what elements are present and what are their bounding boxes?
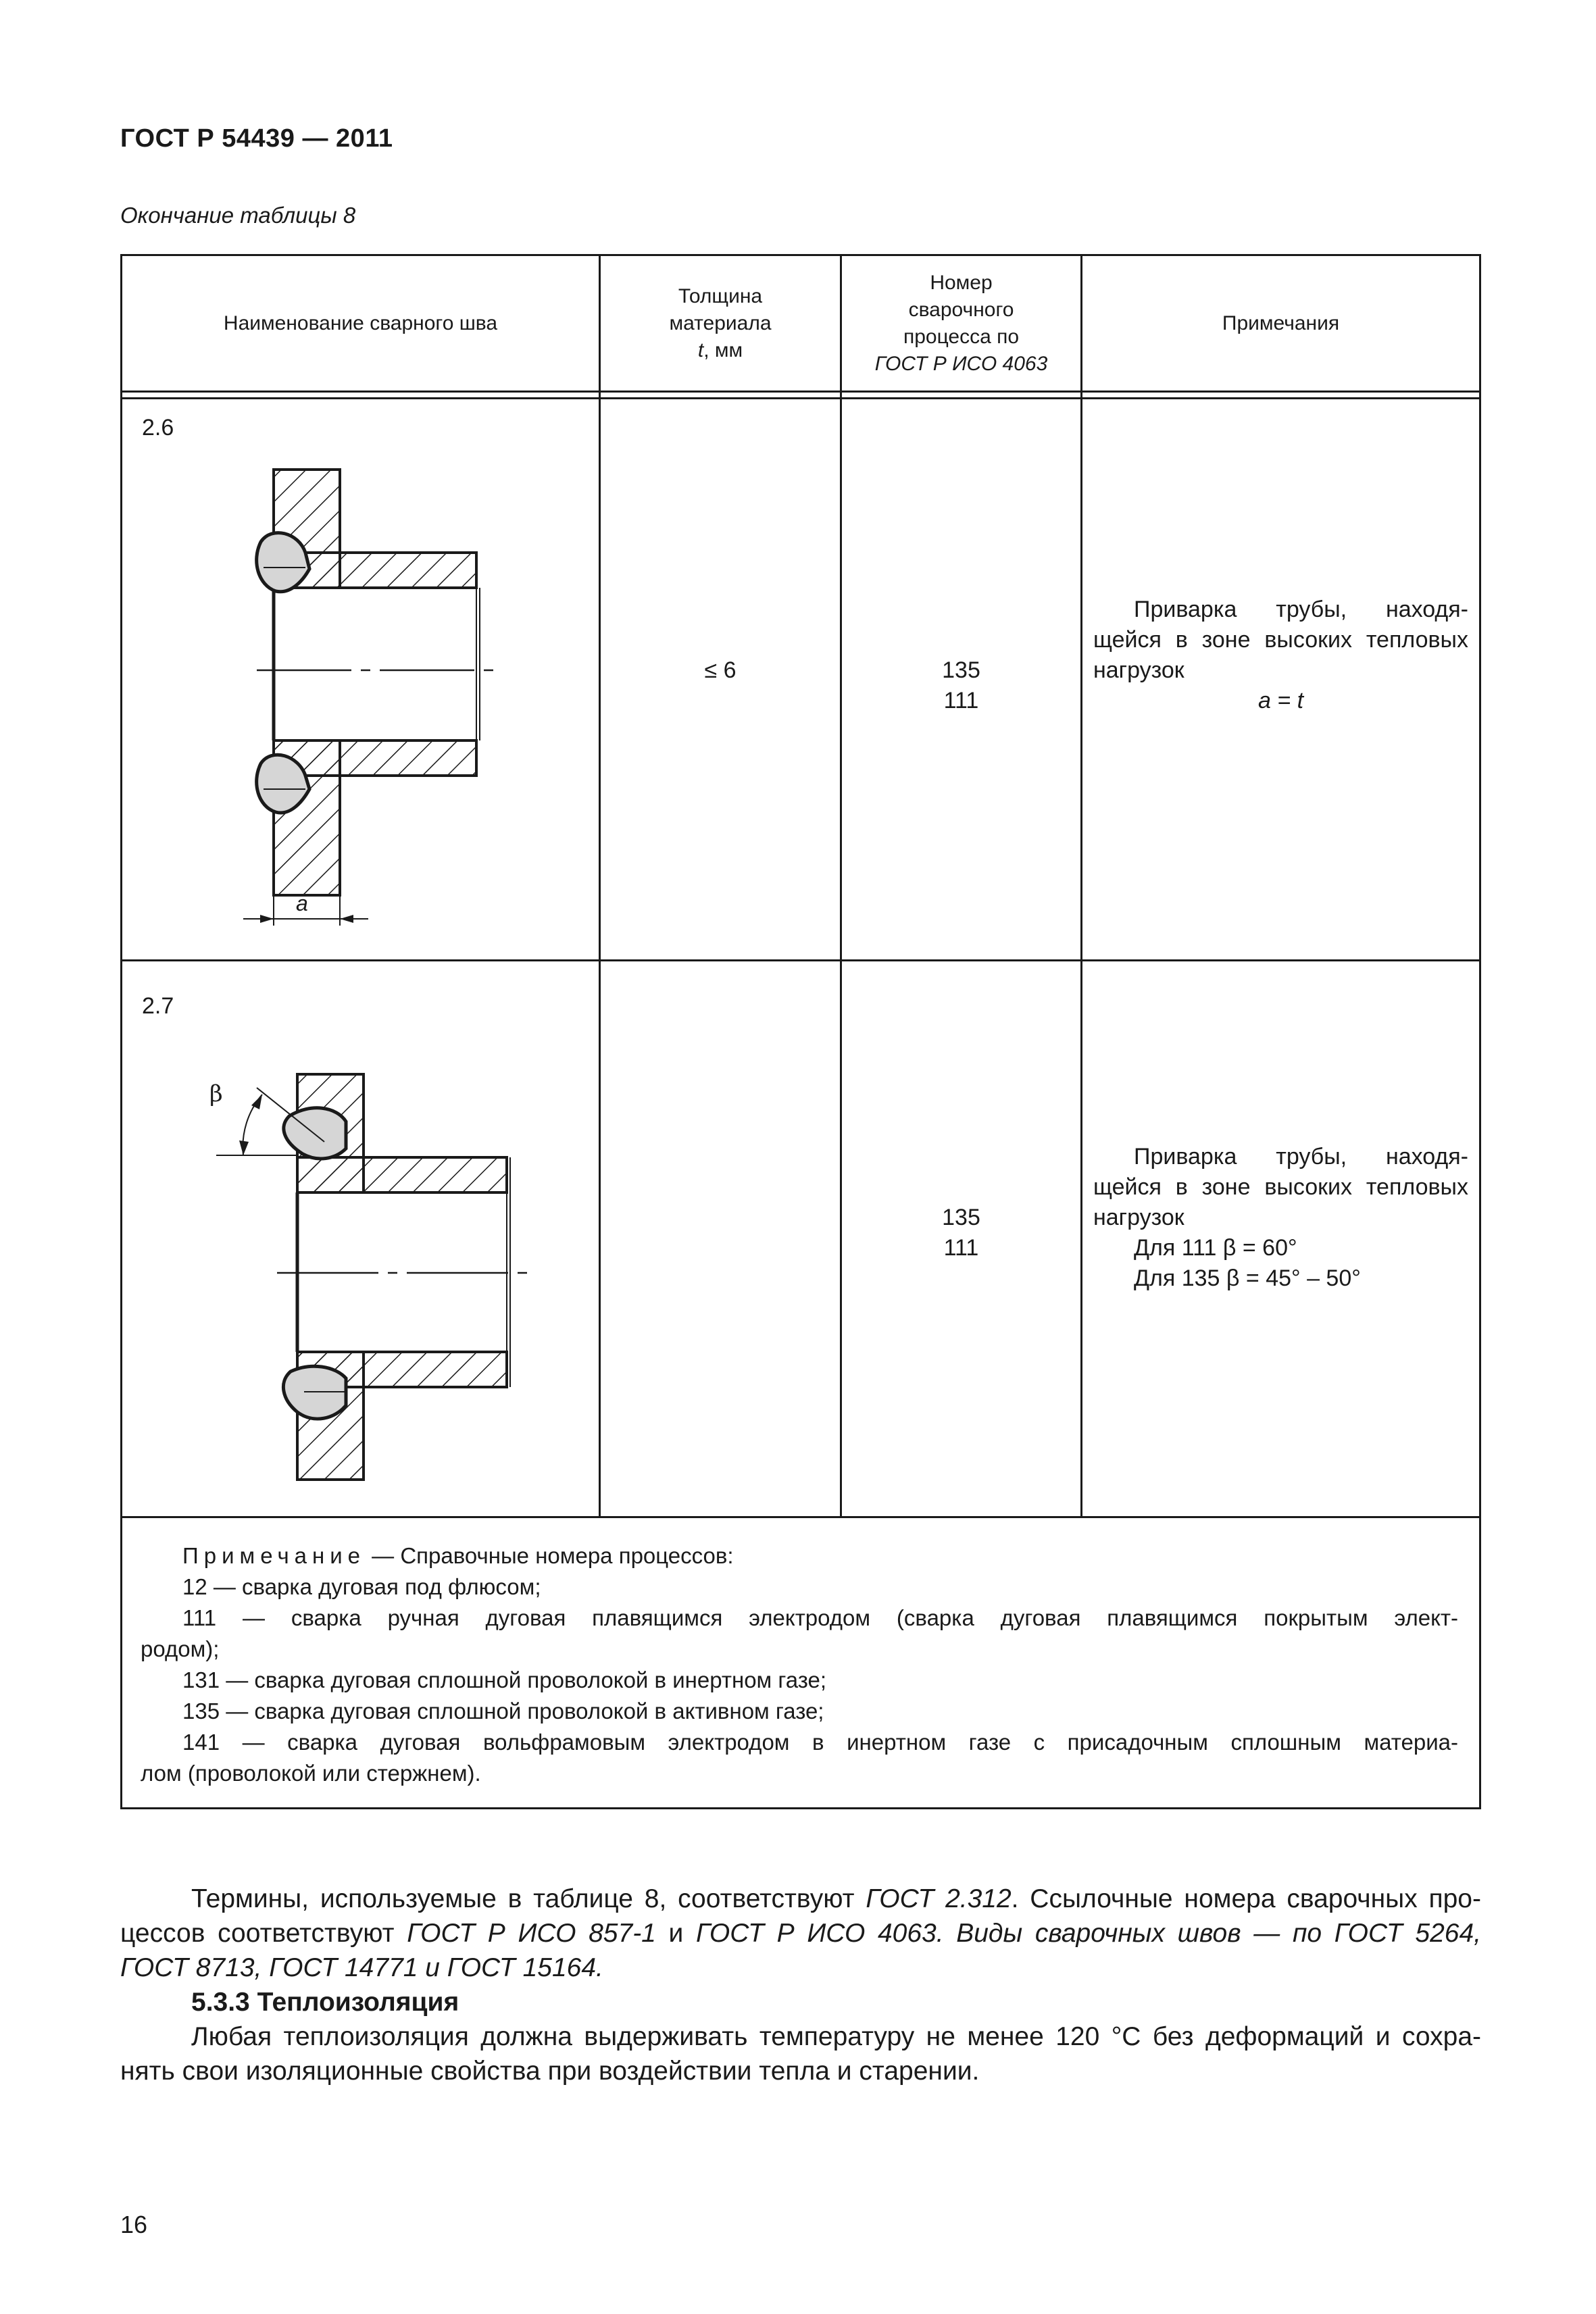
process-numbers: 135 111 [942,657,980,713]
column-header-name: Наименование сварного шва [223,311,498,334]
column-header-thickness: Толщина материала t, мм [669,284,772,361]
col-divider-2 [840,254,842,1516]
row-notes: Приварка трубы, находя- щейся в зоне высоких тепловых нагрузок Для 111 β = 60° Для 135 β = 45° – 50° [1093,1144,1468,1291]
col-divider-3 [1080,254,1082,1516]
thickness-value: ≤ 6 [704,657,737,683]
process-numbers: 135 111 [942,1205,980,1261]
weld-drawing-2-7 [203,1054,541,1493]
column-header-notes: Примечания [1222,311,1340,334]
weld-drawing-2-6 [223,453,520,939]
document-code: ГОСТ Р 54439 — 2011 [120,124,393,153]
header-rule-2 [120,397,1481,399]
row-number: 2.6 [142,415,174,441]
page-number: 16 [120,2211,148,2238]
col-divider-1 [599,254,601,1516]
row-divider [120,959,1481,961]
section-title: 5.3.3 Теплоизоляция [191,1988,459,2017]
table-caption: Окончание таблицы 8 [120,203,356,228]
weld-bead-lower [283,1366,346,1419]
dimension-a-label: a [296,891,308,915]
notes-divider [120,1516,1481,1518]
footnote-label: Примечание [182,1543,366,1568]
angle-beta-label: β [209,1080,223,1107]
body-paragraph: Термины, используемые в таблице 8, соответствуют ГОСТ 2.312. Ссылочные номера сварочных про- цессов соответствуют ГОСТ Р ИСО 857-1 и ГОСТ Р ИСО 4063. Виды сварочных швов — по ГОСТ 5264, ГОСТ 8713, ГОСТ 14771 и ГОСТ 15164. 5.3.3 Теплоизоляция Любая теплоизоляция должна выдерживать температуру не менее 120 °С без деформаций и сохра- нять свои изоляционные свойства при воздействии тепла и старении. [120,1884,1481,2086]
row-notes: Приварка трубы, находя- щейся в зоне высоких тепловых нагрузок a = t [1093,597,1468,713]
column-header-process: Номер сварочного процесса по ГОСТ Р ИСО 4063 [874,271,1048,375]
row-number: 2.7 [142,993,174,1019]
header-rule-1 [120,391,1481,393]
table-footnote: Примечание — Справочные номера процессов: 12 — сварка дуговая под флюсом; 111 — сварка ручная дуговая плавящимся электродом (сварка дуговая плавящимся покрытым элект- родом); 131 — сварка дуговая сплошной проволокой в инертном газе; 135 — сварка дуговая сплошной проволокой в активном газе; 141 — сварка дуговая вольфрамовым электродом в инертном газе с присадочным сплошным материа- лом (проволокой или стержнем). [141,1543,1458,1786]
weld-bead-upper [284,1108,346,1159]
